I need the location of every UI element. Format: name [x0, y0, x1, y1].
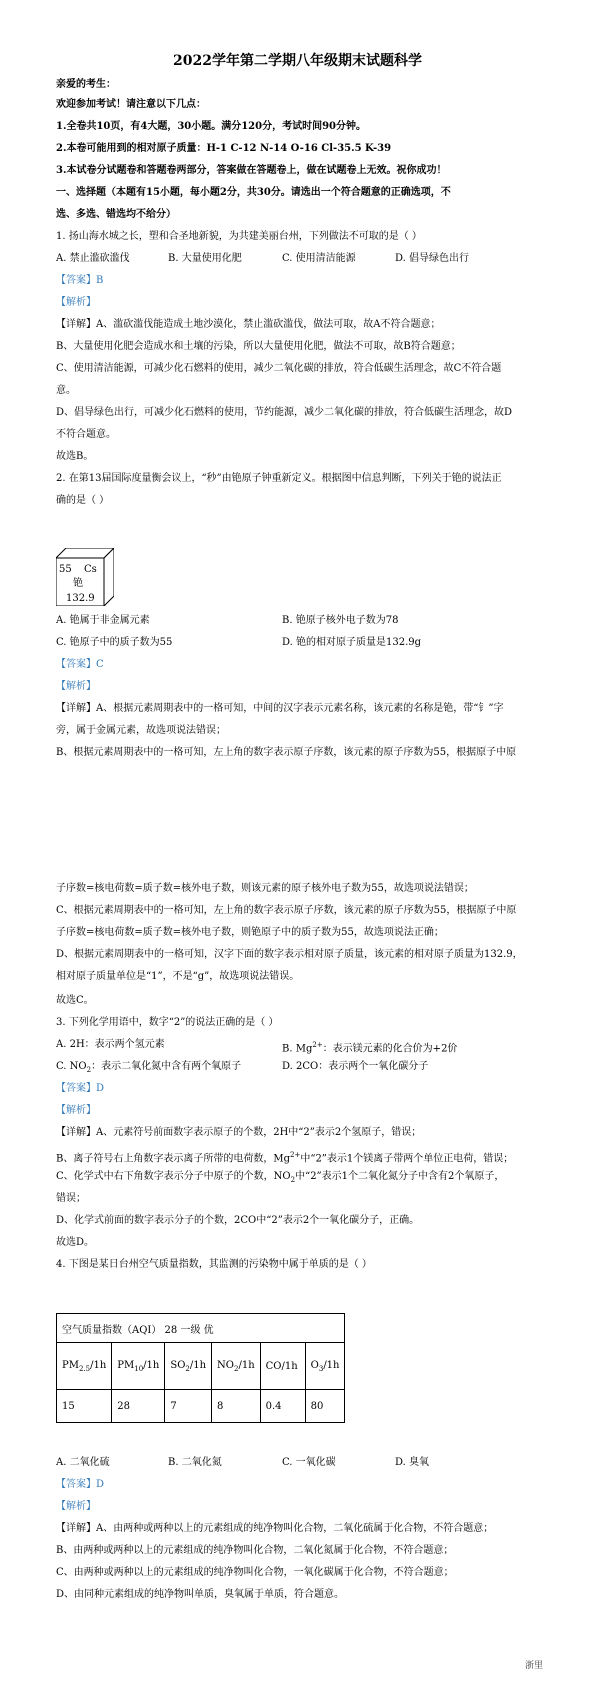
q3-detail-2-pre: B、离子符号右上角数字表示离子所带的电荷数，Mg [56, 1153, 290, 1165]
aqi-value-o3: 80 [305, 1390, 345, 1423]
aqi-value-pm10: 28 [112, 1390, 165, 1423]
aqi-value-co: 0.4 [260, 1390, 305, 1423]
q2-detail-4: 子序数=核电荷数=质子数=核外电子数，则该元素的原子核外电子数为55，故选项说法错误； [56, 883, 474, 894]
q3-detail-3-pre: C、化学式中右下角数字表示分子中原子的个数，NO [56, 1171, 291, 1182]
q3-option-b-pre: B. Mg [282, 1043, 313, 1055]
q2-option-a: A. 铯属于非金属元素 [56, 615, 150, 626]
aqi-col-co [260, 1343, 305, 1390]
q3-option-d: D. 2CO：表示两个一氧化碳分子 [282, 1061, 429, 1072]
welcome: 欢迎参加考试！请注意以下几点： [56, 99, 206, 110]
element-symbol: Cs [84, 564, 97, 575]
aqi-col-o3-sub: 3 [318, 1364, 324, 1373]
q2-option-c: C. 铯原子中的质子数为55 [56, 637, 173, 648]
q3-detail-1: 【详解】A、元素符号前面数字表示原子的个数，2H中“2”表示2个氢原子，错误； [56, 1127, 422, 1138]
q3-option-b-sup: 2+ [312, 1041, 323, 1049]
q4-option-a: A. 二氧化硫 [56, 1457, 110, 1468]
q3-detail-4: 错误； [56, 1193, 86, 1204]
aqi-header: 空气质量指数（AQI） 28 一级 优 [57, 1314, 345, 1343]
aqi-col-pm10 [112, 1343, 165, 1390]
aqi-col-pm25-sub: 2.5 [78, 1364, 91, 1373]
note-2: 2.本卷可能用到的相对原子质量：H-1 C-12 N-14 O-16 Cl-35.5 K-39 [56, 143, 392, 154]
q3-detail-2-post: 中“2”表示1个镁离子带两个单位正电荷，错误； [300, 1153, 514, 1165]
aqi-value-no2: 8 [212, 1390, 261, 1423]
element-mass: 132.9 [66, 593, 95, 604]
aqi-col-o3-name: O [310, 1359, 319, 1371]
q3-detail-5: D、化学式前面的数字表示分子的个数，2CO中“2”表示2个一氧化碳分子，正确。 [56, 1215, 420, 1226]
q2-detail-6: 子序数=核电荷数=质子数=核外电子数，则铯原子中的质子数为55，故选项说法正确； [56, 927, 444, 938]
q1-option-b: B. 大量使用化肥 [168, 253, 242, 264]
greeting: 亲爱的考生： [56, 79, 116, 90]
q3-option-c [56, 1060, 241, 1077]
aqi-col-so2 [165, 1343, 212, 1390]
q3-option-c-sub: 2 [86, 1066, 92, 1074]
aqi-col-so2-sub: 2 [185, 1364, 190, 1373]
footer-mark: 浙里 [524, 1661, 543, 1671]
aqi-col-co-name: CO/1h [265, 1360, 298, 1372]
q3-conclusion: 故选D。 [56, 1237, 95, 1248]
aqi-col-pm25 [57, 1343, 112, 1390]
q3-stem: 3. 下列化学用语中，数字“2”的说法正确的是（ ） [56, 1017, 279, 1028]
q2-detail-8: 相对原子质量单位是“1”，不是“g”，故选项说法错误。 [56, 971, 300, 982]
q2-detail-5: C、根据元素周期表中的一格可知，左上角的数字表示原子序数，该元素的原子序数为55，根据原子中原 [56, 905, 517, 916]
aqi-col-so2-name: SO [170, 1359, 186, 1371]
note-3: 3.本试卷分试题卷和答题卷两部分，答案做在答题卷上，做在试题卷上无效。祝你成功！ [56, 165, 447, 176]
q1-detail-3: C、使用清洁能源，可减少化石燃料的使用，减少二氧化碳的排放，符合低碳生活理念，故C不符合题 [56, 363, 502, 374]
q4-analysis: 【解析】 [56, 1501, 96, 1512]
q4-option-c: C. 一氧化碳 [282, 1457, 336, 1468]
q2-detail-7: D、根据元素周期表中的一格可知，汉字下面的数字表示相对原子质量，该元素的相对原子质量为132.9， [56, 949, 523, 960]
q3-option-b [282, 1038, 457, 1056]
q3-detail-2 [56, 1148, 513, 1166]
q2-detail-1: 【详解】A、根据元素周期表中的一格可知，中间的汉字表示元素名称，该元素的名称是铯，带“钅”字 [56, 703, 504, 714]
aqi-col-pm25-unit: /1h [90, 1359, 107, 1371]
aqi-col-o3 [305, 1343, 345, 1390]
section-1-heading-cont: 选、多选、错选均不给分） [56, 209, 176, 220]
q2-stem-1: 2. 在第13届国际度量衡会议上，“秒”由铯原子钟重新定义。根据图中信息判断，下列关于铯的说法正 [56, 473, 502, 484]
aqi-table [56, 1313, 345, 1423]
q2-detail-3: B、根据元素周期表中的一格可知，左上角的数字表示原子序数，该元素的原子序数为55，根据原子中原 [56, 747, 517, 758]
q1-detail-4: 意。 [56, 385, 76, 396]
q3-option-b-post: ：表示镁元素的化合价为+2价 [322, 1043, 458, 1055]
aqi-value-pm25: 15 [57, 1390, 112, 1423]
q3-detail-2-sup: 2+ [290, 1151, 301, 1159]
aqi-header-row [57, 1314, 345, 1343]
aqi-col-pm10-sub: 10 [134, 1364, 144, 1373]
q2-detail-2: 旁，属于金属元素，故选项说法错误； [56, 725, 226, 736]
q1-conclusion: 故选B。 [56, 451, 94, 462]
q4-stem: 4. 下图是某日台州空气质量指数，其监测的污染物中属于单质的是（ ） [56, 1259, 372, 1270]
q4-detail-4: D、由同种元素组成的纯净物叫单质，臭氧属于单质，符合题意。 [56, 1589, 345, 1600]
q1-detail-6: 不符合题意。 [56, 429, 116, 440]
aqi-col-o3-unit: /1h [323, 1359, 340, 1371]
q1-detail-1: 【详解】A、滥砍滥伐能造成土地沙漠化，禁止滥砍滥伐，做法可取，故A不符合题意； [56, 319, 441, 330]
section-1-heading: 一、选择题（本题有15小题，每小题2分，共30分。请选出一个符合题意的正确选项，不 [56, 187, 451, 198]
q1-option-c: C. 使用清洁能源 [282, 253, 356, 264]
q3-option-a: A. 2H：表示两个氢元素 [56, 1039, 165, 1050]
q2-option-d: D. 铯的相对原子质量是132.9g [282, 637, 422, 648]
note-1: 1.全卷共10页，有4大题，30小题。满分120分，考试时间90分钟。 [56, 121, 367, 132]
aqi-col-so2-unit: /1h [189, 1359, 207, 1371]
aqi-col-no2-unit: /1h [238, 1359, 255, 1371]
q4-answer: 【答案】D [56, 1479, 105, 1490]
q1-detail-2: B、大量使用化肥会造成水和土壤的污染，所以大量使用化肥，做法不可取，故B符合题意； [56, 341, 461, 352]
q3-detail-3 [56, 1170, 504, 1187]
q4-detail-3: C、由两种或两种以上的元素组成的纯净物叫化合物，一氧化碳属于化合物，不符合题意； [56, 1567, 454, 1578]
q2-option-b: B. 铯原子核外电子数为78 [282, 615, 399, 626]
aqi-value-so2: 7 [165, 1390, 212, 1423]
aqi-col-pm10-name: PM [117, 1359, 135, 1371]
q4-option-d: D. 臭氧 [395, 1457, 430, 1468]
page-title: 2022学年第二学期八年级期末试题科学 [173, 53, 422, 69]
q4-option-b: B. 二氧化氮 [168, 1457, 222, 1468]
element-name: 铯 [73, 578, 83, 589]
aqi-col-no2-sub: 2 [234, 1364, 239, 1373]
q2-answer: 【答案】C [56, 659, 104, 670]
aqi-col-no2-name: NO [217, 1359, 234, 1371]
aqi-values-row [57, 1390, 345, 1423]
q2-analysis: 【解析】 [56, 681, 96, 692]
element-cell-figure [56, 548, 114, 606]
element-number: 55 [59, 564, 72, 575]
q3-analysis: 【解析】 [56, 1105, 96, 1116]
q1-stem: 1. 扬山海水城之长，塑和合圣地新貌，为共建美丽台州，下列做法不可取的是（ ） [56, 231, 422, 242]
q3-answer: 【答案】D [56, 1083, 105, 1094]
q3-detail-3-post: 中“2”表示1个二氧化氮分子中含有2个氧原子， [295, 1171, 505, 1182]
aqi-col-pm25-name: PM [62, 1359, 79, 1371]
q3-option-c-pre: C. NO [56, 1061, 87, 1072]
q1-detail-5: D、倡导绿色出行，可减少化石燃料的使用，节约能源，减少二氧化碳的排放，符合低碳生活理念，故D [56, 407, 513, 418]
q3-option-c-post: ：表示二氧化氮中含有两个氧原子 [91, 1061, 242, 1072]
q4-detail-1: 【详解】A、由两种或两种以上的元素组成的纯净物叫化合物，二氧化硫属于化合物，不符合题意； [56, 1523, 494, 1534]
q3-detail-3-sub: 2 [290, 1176, 296, 1184]
q4-detail-2: B、由两种或两种以上的元素组成的纯净物叫化合物，二氧化氮属于化合物，不符合题意； [56, 1545, 454, 1556]
aqi-col-pm10-unit: /1h [143, 1359, 160, 1371]
q1-answer: 【答案】B [56, 275, 104, 286]
aqi-col-no2 [212, 1343, 261, 1390]
q1-option-d: D. 倡导绿色出行 [395, 253, 470, 264]
q1-option-a: A. 禁止滥砍滥伐 [56, 253, 130, 264]
q2-stem-2: 确的是（ ） [56, 495, 110, 506]
q2-conclusion: 故选C。 [56, 995, 94, 1006]
aqi-columns-row [57, 1343, 345, 1390]
q1-analysis: 【解析】 [56, 297, 96, 308]
